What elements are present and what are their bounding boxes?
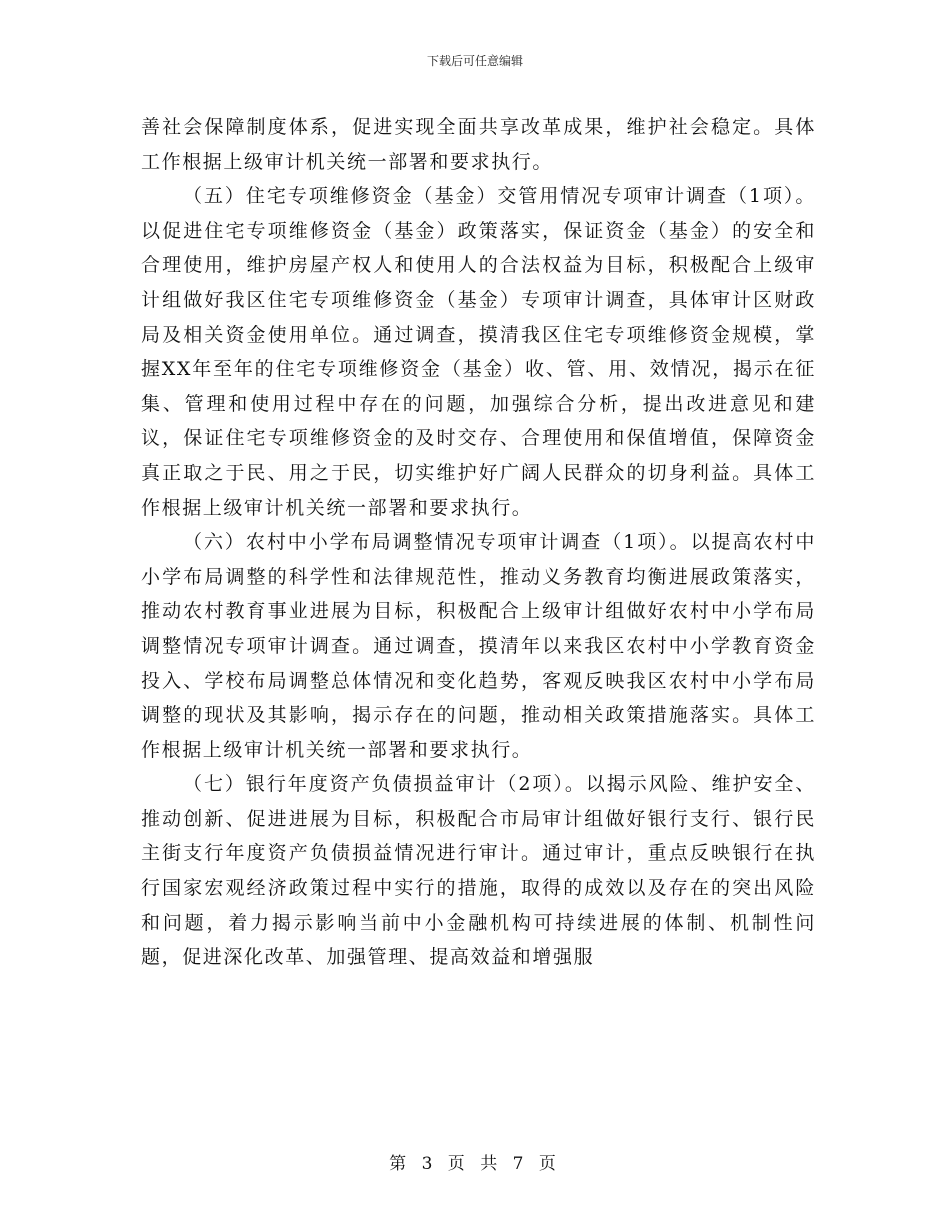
page-number-footer: 第 3 页 共 7 页 <box>389 1154 561 1174</box>
page-header: 下载后可任意编辑 <box>426 54 523 68</box>
document-body <box>141 110 816 975</box>
paragraph-item-5: （五）住宅专项维修资金（基金）交管用情况专项审计调查（1项）。以促进住宅专项维修资金（基金）政策落实，保证资金（基金）的安全和合理使用，维护房屋产权人和使用人的合法权益为目标，积极配合上级审计组做好我区住宅专项维修资金（基金）专项审计调查，具体审计区财政局及相关资金使用单位。通过调查，摸清我区住宅专项维修资金规模，掌握XX年至年的住宅专项维修资金（基金）收、管、用、效情况，揭示在征集、管理和使用过程中存在的问题，加强综合分析，提出改进意见和建议，保证住宅专项维修资金的及时交存、合理使用和保值增值，保障资金真正取之于民、用之于民，切实维护好广阔人民群众的切身利益。具体工作根据上级审计机关统一部署和要求执行。 <box>141 185 816 519</box>
paragraph-item-6: （六）农村中小学布局调整情况专项审计调查（1项）。以提高农村中小学布局调整的科学性和法律规范性，推动义务教育均衡进展政策落实，推动农村教育事业进展为目标，积极配合上级审计组做好农村中小学布局调整情况专项审计调查。通过调查，摸清年以来我区农村中小学教育资金投入、学校布局调整总体情况和变化趋势，客观反映我区农村中小学布局调整的现状及其影响，揭示存在的问题，推动相关政策措施落实。具体工作根据上级审计机关统一部署和要求执行。 <box>141 531 816 761</box>
paragraph-continuation: 善社会保障制度体系，促进实现全面共享改革成果，维护社会稳定。具体工作根据上级审计机关统一部署和要求执行。 <box>141 116 816 173</box>
paragraph-item-7: （七）银行年度资产负债损益审计（2项）。以揭示风险、维护安全、推动创新、促进进展为目标，积极配合市局审计组做好银行支行、银行民主街支行年度资产负债损益情况进行审计。通过审计，重点反映银行在执行国家宏观经济政策过程中实行的措施，取得的成效以及存在的突出风险和问题，着力揭示影响当前中小金融机构可持续进展的体制、机制性问题，促进深化改革、加强管理、提高效益和增强服 <box>141 773 816 969</box>
